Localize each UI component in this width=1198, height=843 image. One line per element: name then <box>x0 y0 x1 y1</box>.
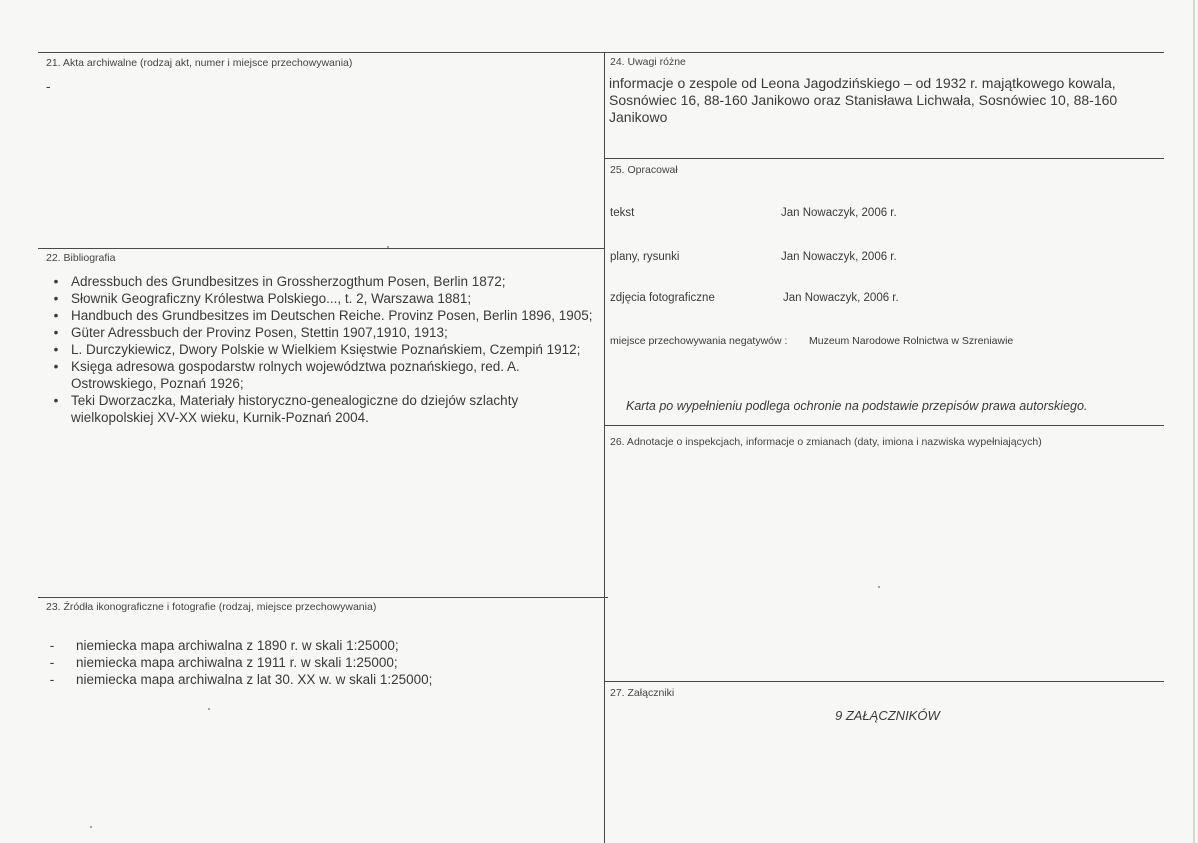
bibliography-list <box>46 273 602 426</box>
center-divider <box>604 52 605 843</box>
copyright-note: Karta po wypełnieniu podlega ochronie na podstawie przepisów prawa autorskiego. <box>626 399 1088 413</box>
list-item: • Teki Dworzaczka, Materiały historyczno-genealogiczne do dziejów szlachty wielkopolskiej XV-XX wieku, Kurnik-Poznań 2004. <box>53 393 519 425</box>
list-item: • Güter Adressbuch der Provinz Posen, Stettin 1907,1910, 1913; <box>53 325 448 340</box>
rule-22 <box>38 248 604 249</box>
list-item: - niemiecka mapa archiwalna z 1911 r. w skali 1:25000; <box>49 655 398 670</box>
negatives-value: Muzeum Narodowe Rolnictwa w Szreniawie <box>809 335 1014 347</box>
iconography-list <box>46 637 602 688</box>
section-27-header: 27. Załączniki <box>610 687 675 699</box>
scan-speck <box>90 826 92 828</box>
scan-speck <box>878 586 880 588</box>
author-text-value: Jan Nowaczyk, 2006 r. <box>781 207 897 219</box>
section-21-header: 21. Akta archiwalne (rodzaj akt, numer i miejsce przechowywania) <box>46 57 353 69</box>
rule-25 <box>604 158 1164 159</box>
list-item: • Słownik Geograficzny Królestwa Polskiego..., t. 2, Warszawa 1881; <box>53 291 472 306</box>
section-23-header: 23. Źródła ikonograficzne i fotografie (rodzaj, miejsce przechowywania) <box>46 601 377 613</box>
rule-23 <box>38 597 608 598</box>
rule-26 <box>604 425 1164 426</box>
list-item: • Księga adresowa gospodarstw rolnych województwa poznańskiego, red. A. Ostrowskiego, Poznań 1926; <box>53 359 520 391</box>
author-photos-label: zdjęcia fotograficzne <box>610 292 715 304</box>
top-rule <box>38 52 1164 53</box>
section-25-header: 25. Opracował <box>610 164 678 176</box>
page-edge <box>1193 0 1195 843</box>
rule-27 <box>604 681 1164 682</box>
author-plans-value: Jan Nowaczyk, 2006 r. <box>781 251 897 263</box>
section-24-text: informacje o zespole od Leona Jagodzińskiego – od 1932 r. majątkowego kowala, Sosnówiec 16, 88-160 Janikowo oraz Stanisława Lichwała, Sosnówiec 10, 88-160 Janikowo <box>609 75 1118 125</box>
scan-speck <box>208 708 210 710</box>
negatives-label: miejsce przechowywania negatywów : <box>610 335 788 347</box>
author-text-label: tekst <box>610 207 635 219</box>
scan-speck <box>387 246 389 248</box>
author-photos-value: Jan Nowaczyk, 2006 r. <box>783 292 899 304</box>
section-26-header: 26. Adnotacje o inspekcjach, informacje o zmianach (daty, imiona i nazwiska wypełniających) <box>610 436 1042 448</box>
list-item: • L. Durczykiewicz, Dwory Polskie w Wielkiem Księstwie Poznańskiem, Czempiń 1912; <box>53 342 581 357</box>
section-22-header: 22. Bibliografia <box>46 252 116 264</box>
list-item: • Handbuch des Grundbesitzes im Deutschen Reiche. Provinz Posen, Berlin 1896, 1905; <box>53 308 593 323</box>
list-item: - niemiecka mapa archiwalna z 1890 r. w skali 1:25000; <box>49 638 399 653</box>
list-item: • Adressbuch des Grundbesitzes in Grossherzogthum Posen, Berlin 1872; <box>53 274 506 289</box>
section-21-value: - <box>46 79 51 94</box>
section-24-header: 24. Uwagi różne <box>610 56 686 68</box>
list-item: - niemiecka mapa archiwalna z lat 30. XX w. w skali 1:25000; <box>49 672 433 687</box>
author-plans-label: plany, rysunki <box>610 251 680 263</box>
attachments-value: 9 ZAŁĄCZNIKÓW <box>835 708 940 723</box>
